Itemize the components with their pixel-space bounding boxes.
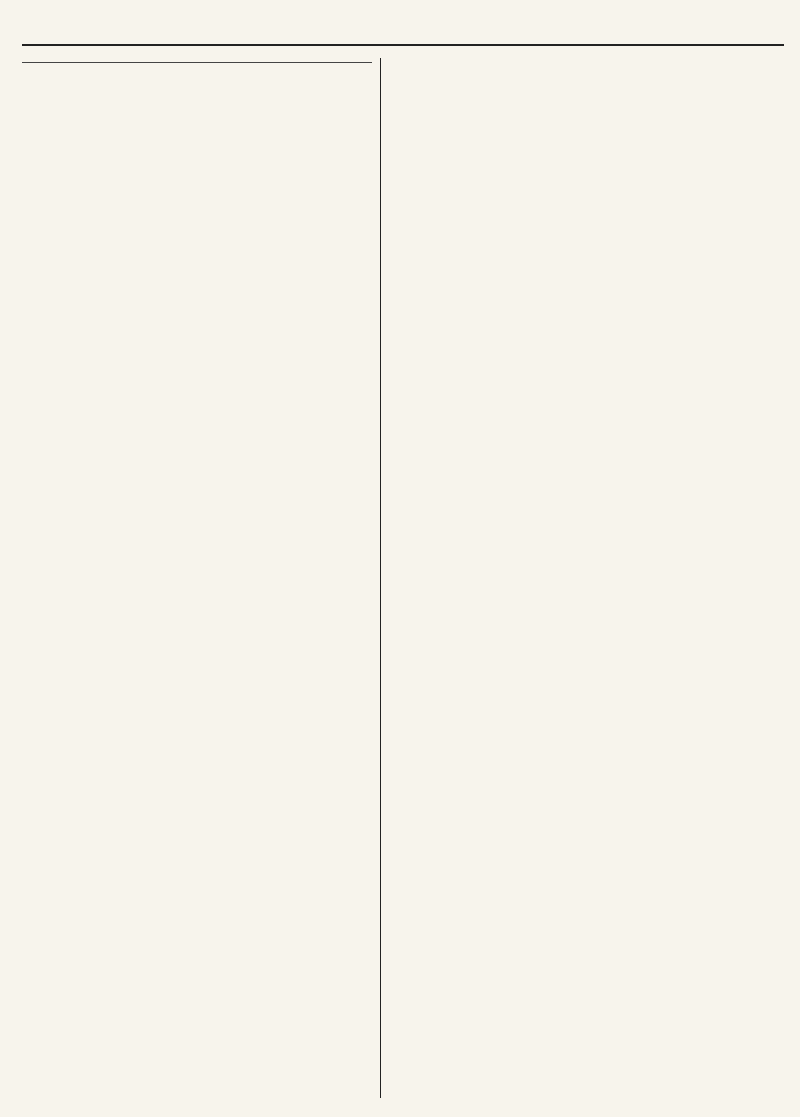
column-rule <box>380 58 381 1098</box>
meldung-table <box>22 62 372 63</box>
pommernwoche-header <box>288 62 372 63</box>
meldung-col-header <box>22 62 187 63</box>
header-rule <box>22 44 784 46</box>
right-column <box>392 58 784 62</box>
warnemuende-header <box>187 62 288 63</box>
left-column <box>22 58 372 89</box>
running-header <box>0 16 800 42</box>
